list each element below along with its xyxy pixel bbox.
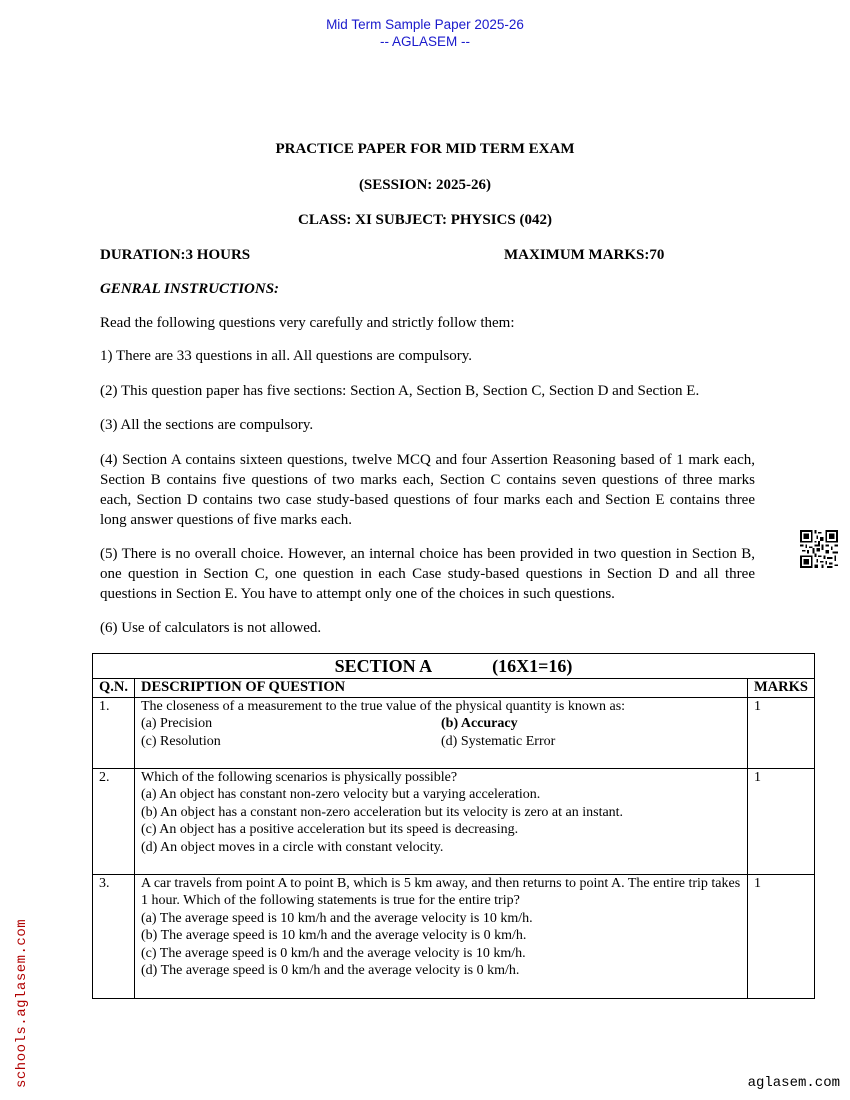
option: (d) Systematic Error bbox=[441, 733, 556, 749]
option: (c) Resolution bbox=[141, 733, 221, 749]
option: (a) Precision bbox=[141, 716, 213, 731]
footer-link[interactable]: aglasem.com bbox=[747, 1075, 840, 1091]
option: (c) The average speed is 0 km/h and the average velocity is 10 km/h. bbox=[141, 945, 526, 961]
question-marks: 1 bbox=[748, 874, 815, 998]
question-text: Which of the following scenarios is physically possible? bbox=[141, 769, 458, 785]
column-header-row bbox=[93, 679, 815, 698]
instruction-item: 1) There are 33 questions in all. All questions are compulsory. bbox=[100, 348, 473, 364]
qr-code-icon bbox=[800, 530, 838, 568]
class-subject: CLASS: XI SUBJECT: PHYSICS (042) bbox=[298, 212, 552, 228]
instructions-title: GENRAL INSTRUCTIONS: bbox=[100, 281, 280, 297]
instruction-item: (5) There is no overall choice. However, an internal choice has been provided in two question in Section B, one question in Section C, one question in each Case study-based questions in Section D and all three questions in Section E. You have to attempt only one of the choices in such questions. bbox=[100, 546, 755, 602]
question-number: 2. bbox=[93, 768, 135, 874]
instruction-item: (6) Use of calculators is not allowed. bbox=[100, 620, 322, 636]
instructions-intro: Read the following questions very carefully and strictly follow them: bbox=[100, 315, 515, 331]
option: (d) An object moves in a circle with constant velocity. bbox=[141, 839, 444, 855]
column-description: DESCRIPTION OF QUESTION bbox=[135, 679, 748, 698]
page-header bbox=[0, 16, 850, 50]
option: (d) The average speed is 0 km/h and the average velocity is 0 km/h. bbox=[141, 963, 520, 978]
section-marks: (16X1=16) bbox=[492, 656, 573, 676]
option: (a) The average speed is 10 km/h and the average velocity is 10 km/h. bbox=[141, 910, 533, 926]
question-cell bbox=[135, 768, 748, 874]
option: (b) The average speed is 10 km/h and the average velocity is 0 km/h. bbox=[141, 928, 527, 943]
option-answer: (b) Accuracy bbox=[441, 716, 518, 731]
column-marks: MARKS bbox=[748, 679, 815, 698]
section-name: SECTION A bbox=[334, 656, 433, 676]
session: (SESSION: 2025-26) bbox=[358, 177, 492, 193]
question-marks: 1 bbox=[748, 768, 815, 874]
instruction-item: (3) All the sections are compulsory. bbox=[100, 417, 314, 433]
table-row bbox=[93, 768, 815, 874]
option: (b) An object has a constant non-zero acceleration but its velocity is zero at an instant. bbox=[141, 804, 624, 820]
option: (c) An object has a positive acceleration but its speed is decreasing. bbox=[141, 822, 519, 837]
question-cell bbox=[135, 874, 748, 998]
question-marks: 1 bbox=[748, 697, 815, 768]
table-row bbox=[93, 697, 815, 768]
question-number: 1. bbox=[93, 697, 135, 768]
column-qn: Q.N. bbox=[93, 679, 135, 698]
paper-title: PRACTICE PAPER FOR MID TERM EXAM bbox=[275, 141, 575, 157]
section-a-table bbox=[92, 653, 815, 999]
header-line-1: Mid Term Sample Paper 2025-26 bbox=[326, 17, 524, 32]
maximum-marks: MAXIMUM MARKS:70 bbox=[504, 247, 665, 263]
question-number: 3. bbox=[93, 874, 135, 998]
side-watermark: schools.aglasem.com bbox=[14, 918, 30, 1088]
question-cell bbox=[135, 697, 748, 768]
duration: DURATION:3 HOURS bbox=[100, 247, 251, 263]
question-text: A car travels from point A to point B, which is 5 km away, and then returns to point A. The entire trip takes 1 hour. Which of the following statements is true for the entire trip? bbox=[141, 875, 741, 908]
instruction-item: (4) Section A contains sixteen questions, twelve MCQ and four Assertion Reasoning based of 1 mark each, Section B contains five questions of two marks each, Section C contains seven questions of three marks each, Section D contains two case study-based questions of four marks each and Section E contains three long answer questions of five marks each. bbox=[100, 452, 755, 528]
header-line-2: -- AGLASEM -- bbox=[379, 34, 470, 49]
table-row bbox=[93, 874, 815, 998]
option: (a) An object has constant non-zero velocity but a varying acceleration. bbox=[141, 787, 541, 802]
section-header bbox=[93, 654, 815, 679]
instruction-item: (2) This question paper has five sections: Section A, Section B, Section C, Section D and Section E. bbox=[100, 383, 700, 399]
question-text: The closeness of a measurement to the true value of the physical quantity is known as: bbox=[141, 698, 626, 714]
